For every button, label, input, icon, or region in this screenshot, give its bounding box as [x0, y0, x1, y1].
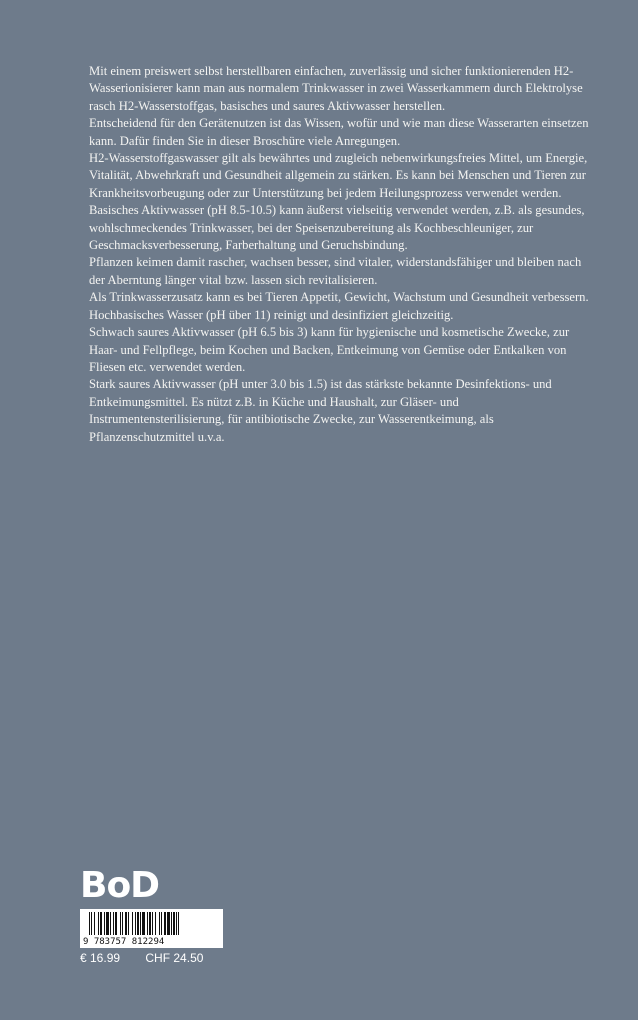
barcode-bar	[106, 912, 109, 935]
barcode-bar	[89, 912, 90, 935]
price-chf: CHF 24.50	[145, 951, 204, 965]
publisher-logo: BoD	[80, 865, 160, 906]
barcode-bar	[149, 912, 151, 935]
blurb-paragraph: Pflanzen keimen damit rascher, wachsen besser, sind vitaler, widerstandsfähiger und bleiben nach der Aberntung länger vital bzw. lassen sich revitalisieren.	[89, 255, 582, 287]
back-cover-blurb	[89, 63, 589, 446]
isbn-barcode	[80, 909, 223, 948]
isbn-number: 9 783757 812294	[83, 937, 165, 947]
price-line	[80, 950, 230, 966]
barcode-bar	[98, 912, 99, 935]
barcode-bar	[100, 912, 102, 935]
barcode-bar	[113, 912, 114, 935]
barcode-bar	[142, 912, 145, 935]
barcode-bar	[171, 912, 172, 935]
barcode-bar	[176, 912, 177, 935]
barcode-bar	[140, 912, 141, 935]
barcode-bar	[155, 912, 156, 935]
barcode-bar	[167, 912, 170, 935]
price-eur: € 16.99	[80, 951, 121, 965]
barcode-bar	[147, 912, 148, 935]
blurb-paragraph: Hochbasisches Wasser (pH über 11) reinigt und desinfiziert gleichzeitig.	[89, 307, 454, 322]
blurb-paragraph: Schwach saures Aktivwasser (pH 6.5 bis 3) kann für hygienische und kosmetische Zwecke, zur Haar- und Fellpflege, beim Kochen und Backen, Entkeimung von Gemüse oder Entkalken von Fliesen etc. verwendet werden.	[89, 325, 570, 374]
blurb-paragraph: H2-Wasserstoffgaswasser gilt als bewährtes und zugleich nebenwirkungsfreies Mittel, um Energie, Vitalität, Abwehrkraft und Gesundheit allgemein zu stärken. Es kann bei Menschen und Tieren zur Krankheitsvorbeugung oder zur Unterstützung bei jedem Heilungsprozess verwendet werden.	[89, 151, 588, 200]
blurb-paragraph: Stark saures Aktivwasser (pH unter 3.0 bis 1.5) ist das stärkste bekannte Desinfektions- und Entkeimungsmittel. Es nützt z.B. in Küche und Haushalt, zur Gläser- und Instrumentensterilisierung, für antibiotische Zwecke, zur Wasserentkeimung, als Pflanzenschutzmittel u.v.a.	[89, 377, 552, 444]
barcode-bar	[91, 912, 92, 935]
barcode-bar	[159, 912, 160, 935]
barcode-bar	[137, 912, 139, 935]
barcode-bar	[122, 912, 123, 935]
blurb-paragraph: Mit einem preiswert selbst herstellbaren einfachen, zuverlässig und sicher funktionierenden H2-Wasserionisierer kann man aus normalem Trinkwasser in zwei Wasserkammern durch Elektrolyse rasch H2-Wasserstoffgas, basisches und saures Aktivwasser herstellen.	[89, 64, 583, 113]
barcode-bar	[115, 912, 117, 935]
blurb-paragraph: Als Trinkwasserzusatz kann es bei Tieren Appetit, Gewicht, Wachstum und Gesundheit verbessern.	[89, 290, 589, 305]
barcode-bar	[152, 912, 153, 935]
barcode-bar	[132, 912, 133, 935]
barcode-bar	[128, 912, 129, 935]
barcode-bar	[164, 912, 166, 935]
barcode-bar	[135, 912, 136, 935]
blurb-paragraph: Basisches Aktivwasser (pH 8.5-10.5) kann äußerst vielseitig verwendet werden, z.B. als gesundes, wohlschmeckendes Trinkwasser, bei der Speisenzubereitung als Kochbeschleuniger, zur Geschmacksverbesserung, Farberhaltung und Geruchsbindung.	[89, 203, 585, 253]
blurb-paragraph: Entscheidend für den Gerätenutzen ist das Wissen, wofür und wie man diese Wasserarten einsetzen kann. Dafür finden Sie in dieser Broschüre viele Anregungen.	[89, 116, 589, 148]
barcode-bar	[110, 912, 111, 935]
barcode-bar	[178, 912, 179, 935]
barcode-bar	[125, 912, 127, 935]
barcode-bars	[80, 909, 223, 937]
barcode-bar	[173, 912, 175, 935]
barcode-bar	[94, 912, 95, 935]
barcode-bar	[104, 912, 105, 935]
barcode-bar	[161, 912, 162, 935]
barcode-bar	[120, 912, 121, 935]
